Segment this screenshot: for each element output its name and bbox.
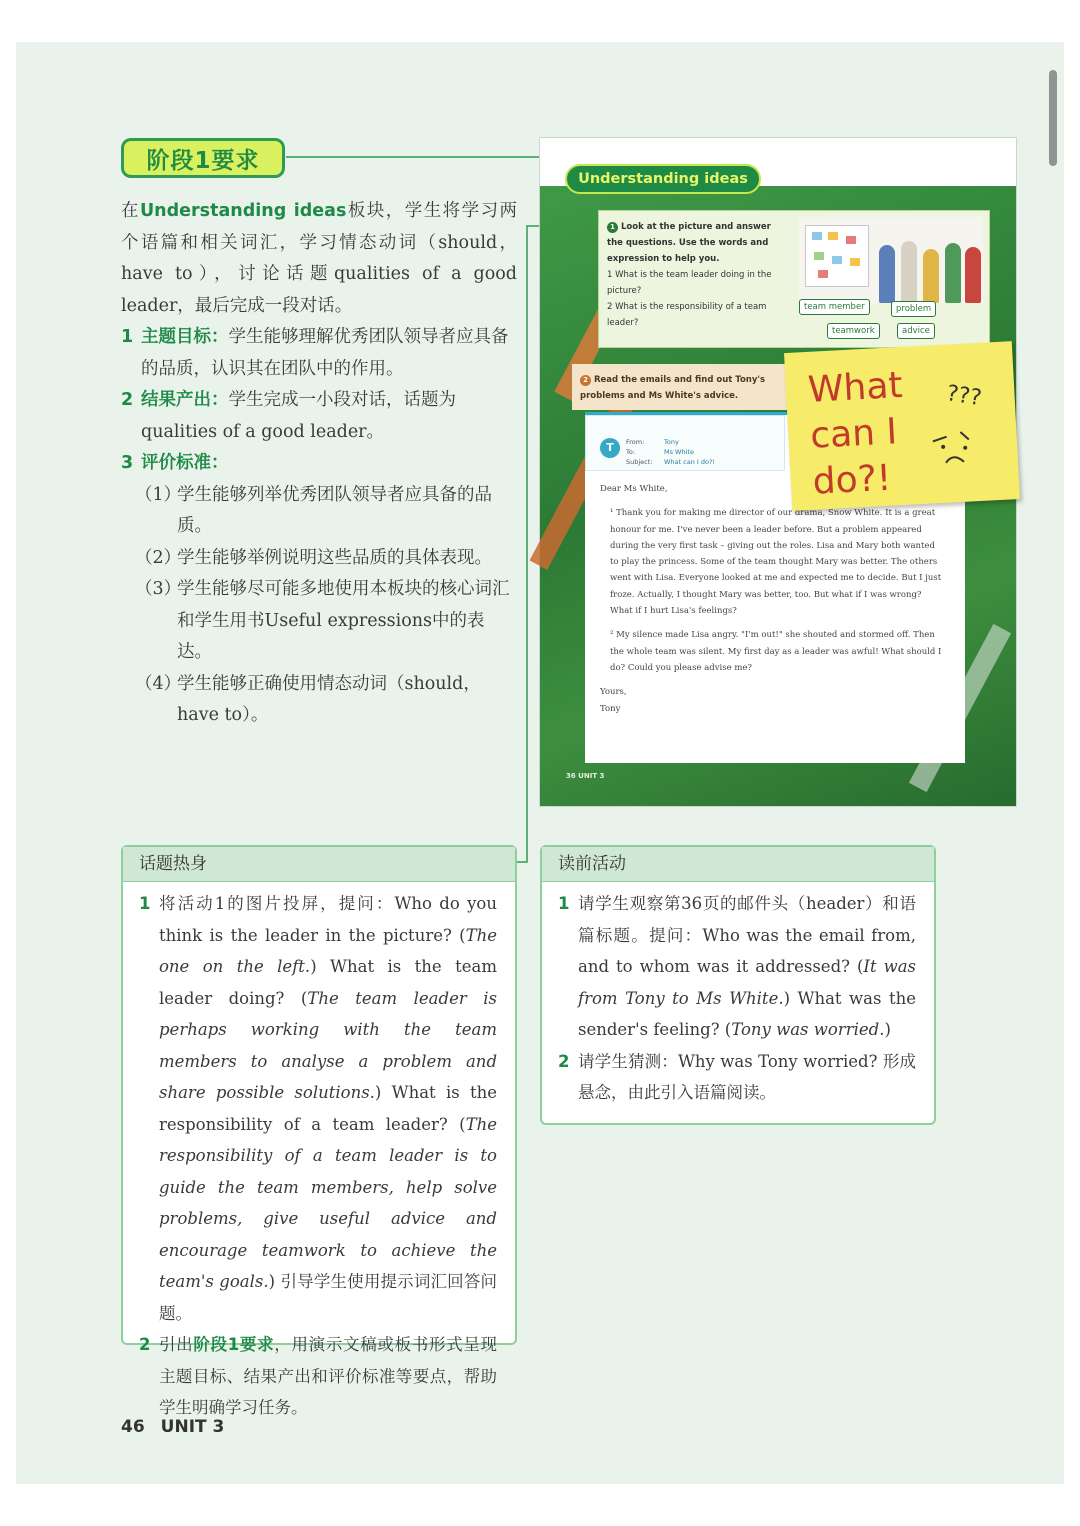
whiteboard-icon — [805, 225, 869, 287]
goal-label: 结果产出： — [141, 390, 229, 410]
criteria-item: （3） 学生能够尽可能多地使用本板块的核心词汇和学生用书Useful expressions中的表达。 — [135, 579, 510, 662]
sender-avatar-icon: T — [600, 438, 620, 458]
warmup-box — [121, 845, 517, 1417]
word-tag: advice — [897, 323, 935, 339]
prereading-title: 读前活动 — [542, 847, 934, 882]
criteria-item: （2） 学生能够举例说明这些品质的具体表现。 — [135, 547, 492, 568]
activity-1-panel — [598, 210, 990, 348]
prereading-item: 1 请学生观察第36页的邮件头（header）和语篇标题。提问：Who was the email from, and to whom was it addressed? (It was from Tony to Ms White.) What was the sender's feeling? (Tony was worried.) — [558, 894, 916, 1039]
goal-label: 评价标准： — [141, 453, 229, 473]
sticky-note-text: What can I do?! — [806, 364, 904, 503]
person-icon — [945, 243, 961, 303]
prereading-content — [542, 882, 934, 1109]
goal-label: 主题目标： — [141, 327, 229, 347]
email-closing: Yours, — [600, 687, 627, 698]
goal-item: 3 评价标准： — [121, 453, 229, 473]
goal-item: 2 结果产出：学生完成一小段对话，话题为qualities of a good leader。 — [121, 390, 456, 442]
page-footer — [121, 1417, 224, 1437]
warmup-content — [123, 882, 515, 1424]
person-icon — [879, 245, 895, 303]
team-meeting-illustration — [799, 217, 983, 303]
warmup-title: 话题热身 — [123, 847, 515, 882]
email-from: Tony — [664, 438, 679, 446]
intro-paragraph: 在Understanding ideas板块，学生将学习两个语篇和相关词汇，学习情态动词（should，have to），讨论话题qualities of a good leader，最后完成一段对话。 — [121, 201, 518, 316]
email-subject: What can I do?! — [664, 458, 716, 466]
person-icon — [923, 249, 939, 303]
question-marks-icon: ??? — [944, 381, 984, 412]
worried-face-icon — [930, 425, 982, 474]
email-header: T From: Tony To: Ms White Subject: What can I do?! — [585, 415, 785, 471]
section-name: Understanding ideas — [139, 201, 347, 221]
prereading-box — [540, 845, 936, 1125]
email-paragraph: ¹ Thank you for making me director of our drama, Snow White. It is a great honour for me. I've never been a leader before. But a problem appeared during the very first task – giving out the roles. Lisa and Mary both wanted to play the princess. Some of the team thought Mary was better. The others went with Lisa. Everyone looked at me and expected me to decide. But I just froze. Actually, I thought Mary was better, too. But what if I was wrong? What if I hurt Lisa's feelings? — [610, 508, 942, 617]
word-tag: team member — [799, 299, 870, 315]
word-tag: teamwork — [827, 323, 880, 339]
criteria-item: （4） 学生能够正确使用情态动词（should，have to）。 — [135, 673, 481, 725]
textbook-page-number: 36 UNIT 3 — [566, 772, 605, 780]
criteria-item: （1） 学生能够列举优秀团队领导者应具备的品质。 — [135, 484, 492, 536]
activity-2-banner — [572, 364, 792, 410]
person-icon — [965, 247, 981, 303]
understanding-ideas-title: Understanding ideas — [565, 164, 761, 194]
stage-requirement-label: 阶段1要求 — [121, 138, 285, 178]
email-signature: Tony — [600, 703, 621, 714]
warmup-item: 2 引出阶段1要求，用演示文稿或板书形式呈现主题目标、结果产出和评价标准等要点，帮助学生明确学习任务。 — [139, 1335, 498, 1417]
warmup-item: 1 将活动1的图片投屏，提问：Who do you think is the leader in the picture? (The one on the left.) What is the team leader doing? (The team leader is perhaps working with the team members to analyse a problem and share possible solutions.) What is the responsibility of a team leader? (The responsibility of a team leader is to guide the team members, help solve problems, give useful advice and encourage teamwork to achieve the team's goals.) 引导学生使用提示词汇回答问题。 — [139, 894, 497, 1323]
activity-2-text: 2 Read the emails and find out Tony's problems and Ms White's advice. — [580, 375, 766, 401]
email-body — [600, 481, 946, 717]
activity-1-text: 1 Look at the picture and answer the questions. Use the words and expression to help you. 1 What is the team leader doing in the picture? 2 What is the responsibility of a team leader? — [607, 222, 772, 328]
person-icon — [901, 241, 917, 303]
word-tag: problem — [891, 301, 936, 317]
sticky-note — [784, 341, 1020, 511]
email-to: Ms White — [664, 448, 694, 456]
page-number: 46 — [121, 1417, 145, 1437]
scrollbar-thumb[interactable] — [1049, 70, 1057, 166]
email-greeting: Dear Ms White, — [600, 484, 668, 494]
stage-requirements — [121, 196, 517, 732]
email-paragraph: ² My silence made Lisa angry. "I'm out!" she shouted and stormed off. Then the whole team was silent. My first day as a leader was awful! What should I do? Could you please advise me? — [610, 630, 942, 673]
prereading-item: 2 请学生猜测：Why was Tony worried? 形成悬念，由此引入语篇阅读。 — [558, 1051, 916, 1102]
goal-item: 1 主题目标：学生能够理解优秀团队领导者应具备的品质，认识其在团队中的作用。 — [121, 327, 509, 379]
stage-requirement-reference: 阶段1要求 — [193, 1335, 275, 1354]
unit-label: UNIT 3 — [160, 1417, 225, 1437]
